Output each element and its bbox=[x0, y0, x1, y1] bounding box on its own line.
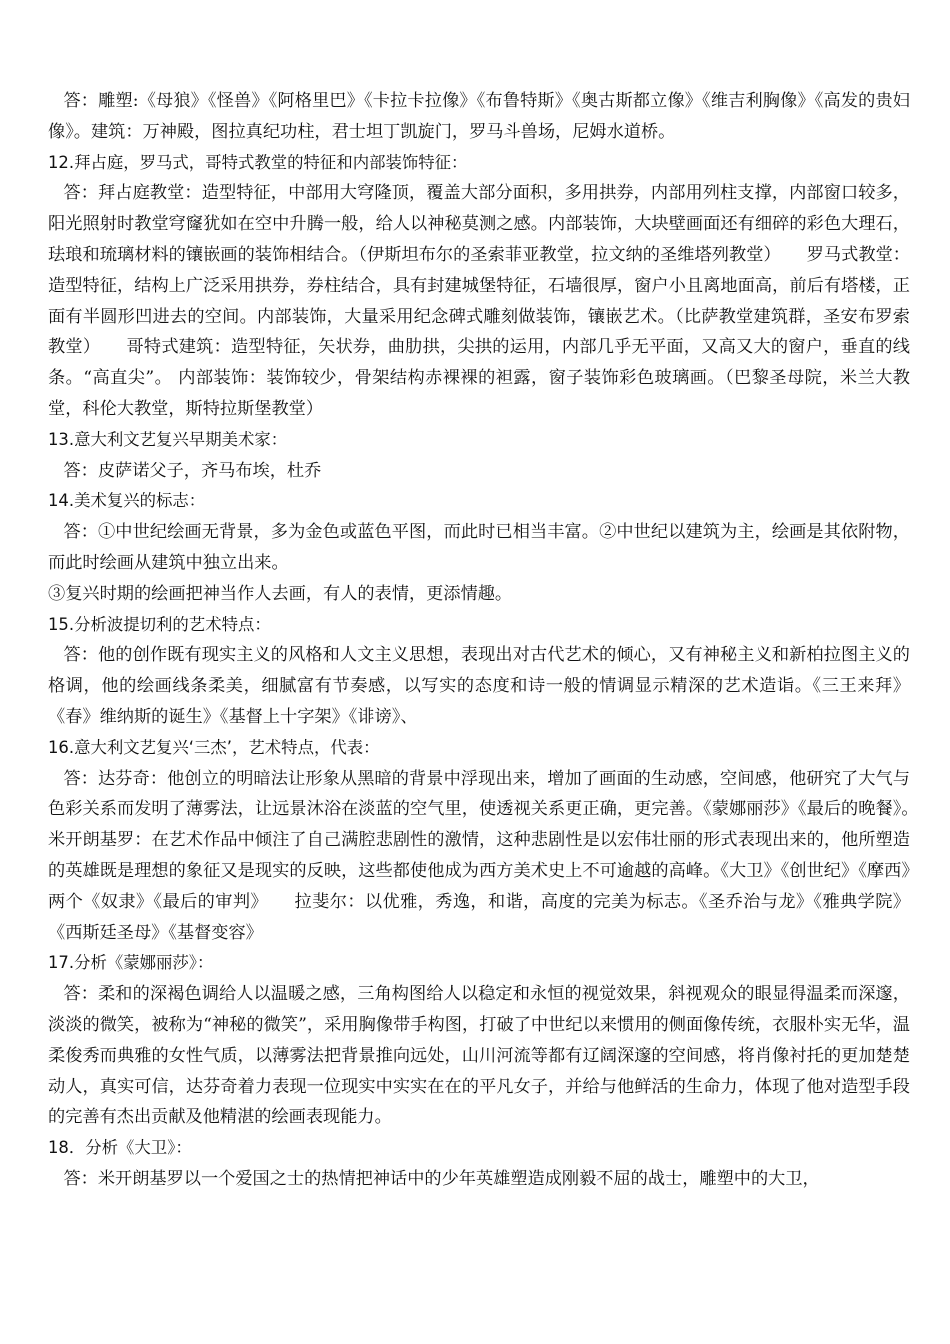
answer-14-continued: ③复兴时期的绘画把神当作人去画，有人的表情，更添情趣。 bbox=[48, 583, 513, 604]
item-11 bbox=[48, 86, 910, 148]
question-13: 13.意大利文艺复兴早期美术家： bbox=[48, 429, 288, 449]
answer-18: 答：米开朗基罗以一个爱国之士的热情把神话中的少年英雄塑造成刚毅不屈的战士，雕塑中的大卫， bbox=[63, 1168, 820, 1189]
item-16 bbox=[48, 733, 945, 949]
answer-17: 答：柔和的深褐色调给人以温暖之感，三角构图给人以稳定和永恒的视觉效果，斜视观众的眼显得温柔而深邃，淡淡的微笑，被称为“神秘的微笑”，采用胸像带手构图，打破了中世纪以来惯用的侧面像传统，衣服朴实无华，温柔俊秀而典雅的女性气质，以薄雾法把背景推向远处，山川河流等都有辽阔深邃的空间感，将肖像衬托的更加楚楚动人，真实可信，达芬奇着力表现一位现实中实实在在的平凡女子，并给与他鲜活的生命力，体现了他对造型手段的完善有杰出贡献及他精湛的绘画表现能力。 bbox=[48, 984, 910, 1128]
question-14: 14.美术复兴的标志： bbox=[48, 491, 206, 511]
question-18: 18．分析《大卫》： bbox=[48, 1138, 192, 1158]
answer-15: 答：他的创作既有现实主义的风格和人文主义思想，表现出对古代艺术的倾心，又有神秘主义和新柏拉图主义的格调，他的绘画线条柔美，细腻富有节奏感，以写实的态度和诗一般的情调显示精深的艺术造诣。《三王来拜》《春》维纳斯的诞生》《基督上十字架》《诽谤》、 bbox=[48, 645, 910, 727]
item-15 bbox=[48, 610, 910, 733]
question-12: 12.拜占庭，罗马式，哥特式教堂的特征和内部装饰特征： bbox=[48, 152, 468, 172]
question-16: 16.意大利文艺复兴‘三杰’，艺术特点，代表： bbox=[48, 737, 380, 757]
answer-12: 答：拜占庭教堂：造型特征，中部用大穹隆顶，覆盖大部分面积，多用拱券，内部用列柱支撑，内部窗口较多，阳光照射时教堂穹窿犹如在空中升腾一般，给人以神秘莫测之感。内部装饰，大块壁画面还有细碎的彩色大理石，珐琅和琉璃材料的镶嵌画的装饰相结合。（伊斯坦布尔的圣索菲亚教堂，拉文纳的圣维塔列教堂） 罗马式教堂：造型特征，结构上广泛采用拱券，券柱结合，具有封建城堡特征，石墙很厚，窗户小且离地面高，前后有塔楼，正面有半圆形凹进去的空间。内部装饰，大量采用纪念碑式雕刻做装饰，镶嵌艺术。（比萨教堂建筑群，圣安布罗索教堂） 哥特式建筑：造型特征，矢状券，曲肋拱，尖拱的运用，内部几乎无平面，又高又大的窗户，垂直的线条。“高直尖”。 内部装饰：装饰较少，骨架结构赤裸裸的袒露，窗子装饰彩色玻璃画。（巴黎圣母院，米兰大教堂，科伦大教堂，斯特拉斯堡教堂） bbox=[48, 183, 910, 419]
answer-14: 答：①中世纪绘画无背景，多为金色或蓝色平图，而此时已相当丰富。②中世纪以建筑为主，绘画是其依附物，而此时绘画从建筑中独立出来。 bbox=[48, 522, 910, 573]
answer-16: 答：达芬奇：他创立的明暗法让形象从黑暗的背景中浮现出来，增加了画面的生动感，空间感，他研究了大气与色彩关系而发明了薄雾法，让远景沐浴在淡蓝的空气里，使透视关系更正确，更完善。《蒙娜丽莎》《最后的晚餐》。 米开朗基罗：在艺术作品中倾注了自己满腔悲剧性的激情，这种悲剧性是以宏伟壮丽的形式表现出来的，他所塑造的英雄既是理想的象征又是现实的反映，这些都使他成为西方美术史上不可逾越的高峰。《大卫》《创世纪》《摩西》两个《奴隶》《最后的审判》 拉斐尔：以优雅，秀逸，和谐，高度的完美为标志。《圣乔治与龙》《雅典学院》《西斯廷圣母》《基督变容》 bbox=[48, 768, 945, 943]
item-18 bbox=[48, 1133, 910, 1195]
question-15: 15.分析波提切利的艺术特点： bbox=[48, 614, 271, 634]
document-body bbox=[48, 86, 945, 1195]
item-13 bbox=[48, 425, 910, 487]
answer-11: 答：雕塑:《母狼》《怪兽》《阿格里巴》《卡拉卡拉像》《布鲁特斯》《奥古斯都立像》《维吉利胸像》《高发的贵妇像》。建筑：万神殿，图拉真纪功柱，君士坦丁凯旋门，罗马斗兽场，尼姆水道桥。 bbox=[48, 91, 910, 142]
item-14 bbox=[48, 486, 910, 609]
item-17 bbox=[48, 948, 910, 1133]
question-17: 17.分析《蒙娜丽莎》： bbox=[48, 953, 214, 973]
answer-13: 答：皮萨诺父子，齐马布埃，杜乔 bbox=[63, 460, 322, 481]
item-12 bbox=[48, 148, 910, 425]
